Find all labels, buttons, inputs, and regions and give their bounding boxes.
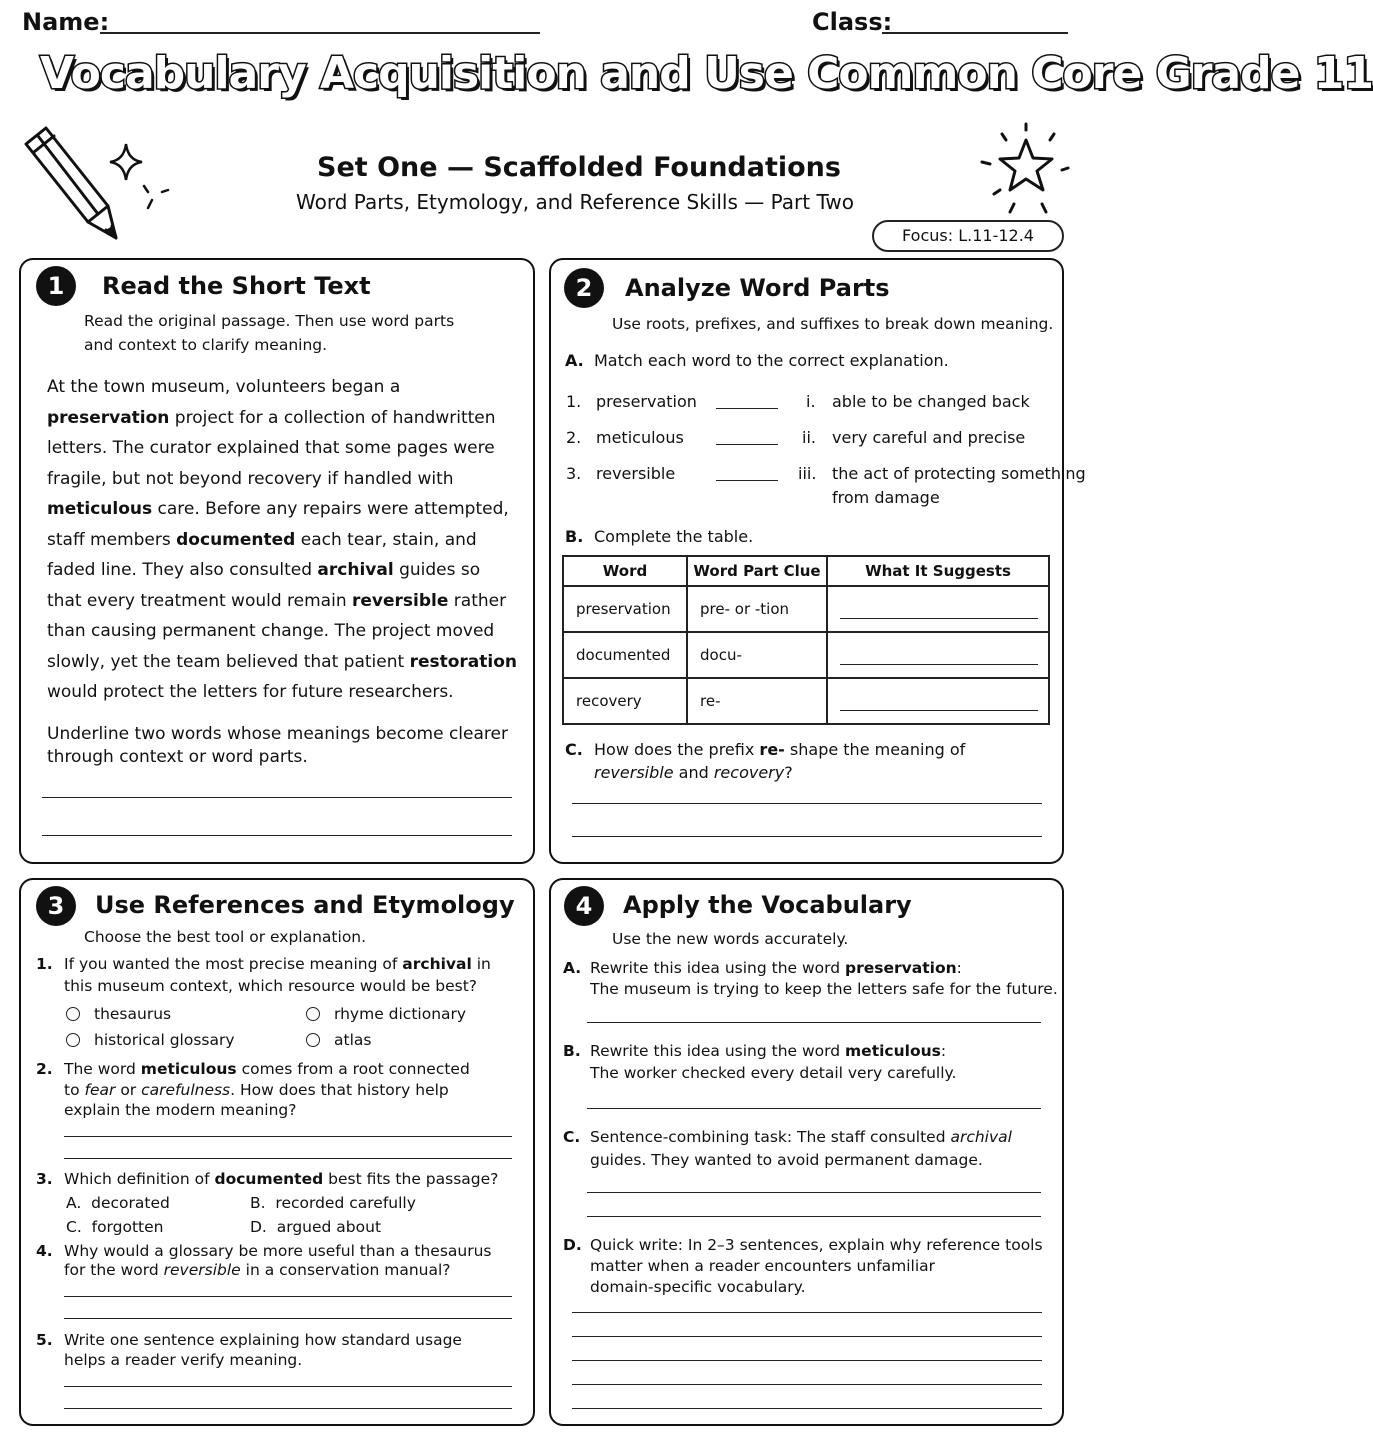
set-title: Set One — Scaffolded Foundations xyxy=(317,152,841,183)
passage-text: project for a collection of handwritten letters. The curator explained that some pages were fragile, but not beyond recovery if handled with xyxy=(47,407,496,489)
part-label: C. xyxy=(565,740,583,759)
question-text: If you wanted the most precise meaning of archival in xyxy=(64,955,491,973)
task-text: Rewrite this idea using the word preservation: xyxy=(590,959,962,977)
question-text: for the word reversible in a conservation manual? xyxy=(64,1261,451,1279)
answer-line[interactable] xyxy=(572,1336,1042,1337)
question-text: this museum context, which resource would be best? xyxy=(64,977,478,995)
table-cell-answer[interactable] xyxy=(827,586,1049,632)
answer-line[interactable] xyxy=(64,1386,512,1387)
radio-circle-icon xyxy=(66,1033,80,1047)
answer-line[interactable] xyxy=(64,1296,512,1297)
choice-option[interactable]: C. forgotten xyxy=(66,1218,164,1236)
radio-option[interactable]: thesaurus xyxy=(66,1003,171,1025)
match-definition: the act of protecting something xyxy=(832,464,1086,483)
match-word: reversible xyxy=(596,464,676,483)
section-title: Use References and Etymology xyxy=(95,891,515,919)
table-cell-word: preservation xyxy=(563,586,687,632)
match-blank[interactable] xyxy=(716,466,778,485)
class-field[interactable] xyxy=(882,32,1068,34)
underline-prompt: through context or word parts. xyxy=(47,747,308,767)
section-title: Analyze Word Parts xyxy=(625,274,890,302)
answer-line[interactable] xyxy=(572,1408,1042,1409)
question-text: Which definition of documented best fits the passage? xyxy=(64,1170,499,1188)
part-c-question: How does the prefix re- shape the meaning of xyxy=(594,740,966,759)
word-parts-table xyxy=(562,555,1050,725)
radio-option[interactable]: historical glossary xyxy=(66,1029,235,1051)
question-number: 1. xyxy=(36,955,53,973)
def-numeral: ii. xyxy=(802,428,816,447)
part-label: B. xyxy=(563,1042,581,1060)
item-number: 1. xyxy=(566,392,582,411)
answer-line[interactable] xyxy=(64,1136,512,1137)
radio-option[interactable]: atlas xyxy=(306,1029,371,1051)
section-number-badge: 4 xyxy=(564,886,604,926)
part-label: A. xyxy=(565,351,584,370)
vocab-word: archival xyxy=(317,560,394,580)
task-text: guides. They wanted to avoid permanent damage. xyxy=(590,1151,983,1169)
section-number-badge: 3 xyxy=(36,886,76,926)
table-cell-answer[interactable] xyxy=(827,678,1049,724)
question-text: Write one sentence explaining how standard usage xyxy=(64,1331,462,1349)
answer-line[interactable] xyxy=(42,796,512,798)
section-instruction: Choose the best tool or explanation. xyxy=(84,928,367,946)
vocab-word: restoration xyxy=(409,651,518,672)
sparkle-icon xyxy=(104,140,174,216)
task-text: matter when a reader encounters unfamiliar xyxy=(590,1257,936,1275)
def-numeral: i. xyxy=(806,392,816,411)
vocab-word: reversible xyxy=(352,590,449,611)
vocab-word: documented xyxy=(176,529,296,550)
section-number-badge: 1 xyxy=(36,266,76,306)
class-label: Class: xyxy=(812,8,893,36)
table-row xyxy=(563,586,1049,632)
section-number-badge: 2 xyxy=(564,268,604,308)
match-word: meticulous xyxy=(596,428,684,447)
choice-option[interactable]: D. argued about xyxy=(250,1218,382,1236)
answer-line[interactable] xyxy=(64,1318,512,1319)
question-text: The word meticulous comes from a root connected xyxy=(64,1060,470,1078)
answer-line[interactable] xyxy=(42,834,512,836)
answer-line[interactable] xyxy=(587,1216,1041,1217)
vocab-word: preservation xyxy=(47,407,170,428)
question-text: Why would a glossary be more useful than a thesaurus xyxy=(64,1242,492,1260)
passage-text: At the town museum, volunteers began a xyxy=(47,377,401,397)
task-text: Rewrite this idea using the word meticulous: xyxy=(590,1042,947,1060)
vocab-word: meticulous xyxy=(47,499,153,519)
table-cell-answer[interactable] xyxy=(827,632,1049,678)
answer-line[interactable] xyxy=(587,1192,1041,1193)
table-cell-clue: re- xyxy=(687,678,827,724)
passage-text: guides so that every treatment would remain xyxy=(47,560,481,611)
reading-passage xyxy=(47,372,517,708)
question-number: 3. xyxy=(36,1170,53,1188)
section-instruction: Use roots, prefixes, and suffixes to break down meaning. xyxy=(612,315,1054,333)
answer-line[interactable] xyxy=(587,1108,1041,1109)
underline-prompt: Underline two words whose meanings become clearer xyxy=(47,724,508,744)
worksheet-title: Vocabulary Acquisition and Use Common Core Grade 11 xyxy=(40,48,1373,99)
radio-option[interactable]: rhyme dictionary xyxy=(306,1003,466,1025)
match-definition: able to be changed back xyxy=(832,392,1030,411)
radio-circle-icon xyxy=(306,1033,320,1047)
table-header: Word Part Clue xyxy=(687,556,827,586)
match-blank[interactable] xyxy=(716,394,778,413)
item-number: 3. xyxy=(566,464,582,483)
passage-text: care. Before any repairs were attempted, staff members xyxy=(47,499,509,550)
task-text: Sentence-combining task: The staff consulted archival xyxy=(590,1128,1012,1146)
question-number: 2. xyxy=(36,1060,53,1078)
section-title: Apply the Vocabulary xyxy=(623,891,912,919)
def-numeral: iii. xyxy=(798,464,817,483)
table-cell-word: documented xyxy=(563,632,687,678)
section-instruction: Read the original passage. Then use word parts xyxy=(84,312,455,330)
section-instruction: Use the new words accurately. xyxy=(612,930,849,948)
answer-line[interactable] xyxy=(572,803,1042,804)
question-number: 4. xyxy=(36,1242,53,1260)
task-text: domain-specific vocabulary. xyxy=(590,1278,806,1296)
match-definition: from damage xyxy=(832,488,940,507)
passage-text: rather than causing permanent change. The project moved slowly, yet the team believed that patient xyxy=(47,590,507,672)
name-label: Name: xyxy=(22,8,110,36)
task-text: The museum is trying to keep the letters safe for the future. xyxy=(590,980,1058,998)
passage-text: would protect the letters for future researchers. xyxy=(47,682,454,702)
answer-line[interactable] xyxy=(64,1158,512,1159)
answer-line[interactable] xyxy=(587,1022,1041,1023)
section-instruction: and context to clarify meaning. xyxy=(84,336,328,354)
task-text: Quick write: In 2–3 sentences, explain why reference tools xyxy=(590,1236,1043,1254)
task-text: The worker checked every detail very carefully. xyxy=(590,1064,957,1082)
part-c-question: reversible and recovery? xyxy=(594,763,793,782)
radio-circle-icon xyxy=(66,1007,80,1021)
passage-text: each tear, stain, and faded line. They also consulted xyxy=(47,529,477,580)
focus-standard-badge: Focus: L.11-12.4 xyxy=(872,220,1064,252)
part-label: C. xyxy=(563,1128,581,1146)
set-subtitle: Word Parts, Etymology, and Reference Skills — Part Two xyxy=(296,190,854,214)
table-row xyxy=(563,632,1049,678)
part-label: B. xyxy=(565,527,584,546)
match-blank[interactable] xyxy=(716,430,778,449)
radio-circle-icon xyxy=(306,1007,320,1021)
answer-line[interactable] xyxy=(64,1408,512,1409)
question-number: 5. xyxy=(36,1331,53,1349)
table-cell-word: recovery xyxy=(563,678,687,724)
part-a-instruction: Match each word to the correct explanation. xyxy=(594,351,949,370)
part-label: A. xyxy=(563,959,582,977)
section-title: Read the Short Text xyxy=(102,272,371,300)
star-icon xyxy=(974,122,1070,218)
table-cell-clue: pre- or -tion xyxy=(687,586,827,632)
question-text: to fear or carefulness. How does that history help xyxy=(64,1081,449,1099)
question-text: explain the modern meaning? xyxy=(64,1101,297,1119)
choice-option[interactable]: A. decorated xyxy=(66,1194,170,1212)
question-text: helps a reader verify meaning. xyxy=(64,1351,303,1369)
part-label: D. xyxy=(563,1236,582,1254)
table-row xyxy=(563,678,1049,724)
choice-option[interactable]: B. recorded carefully xyxy=(250,1194,416,1212)
table-header: Word xyxy=(563,556,687,586)
answer-line[interactable] xyxy=(572,1384,1042,1385)
answer-line[interactable] xyxy=(572,1312,1042,1313)
name-field[interactable] xyxy=(100,32,540,34)
item-number: 2. xyxy=(566,428,582,447)
table-header: What It Suggests xyxy=(827,556,1049,586)
answer-line[interactable] xyxy=(572,836,1042,837)
match-word: preservation xyxy=(596,392,697,411)
match-definition: very careful and precise xyxy=(832,428,1026,447)
answer-line[interactable] xyxy=(572,1360,1042,1361)
part-b-instruction: Complete the table. xyxy=(594,527,754,546)
table-cell-clue: docu- xyxy=(687,632,827,678)
